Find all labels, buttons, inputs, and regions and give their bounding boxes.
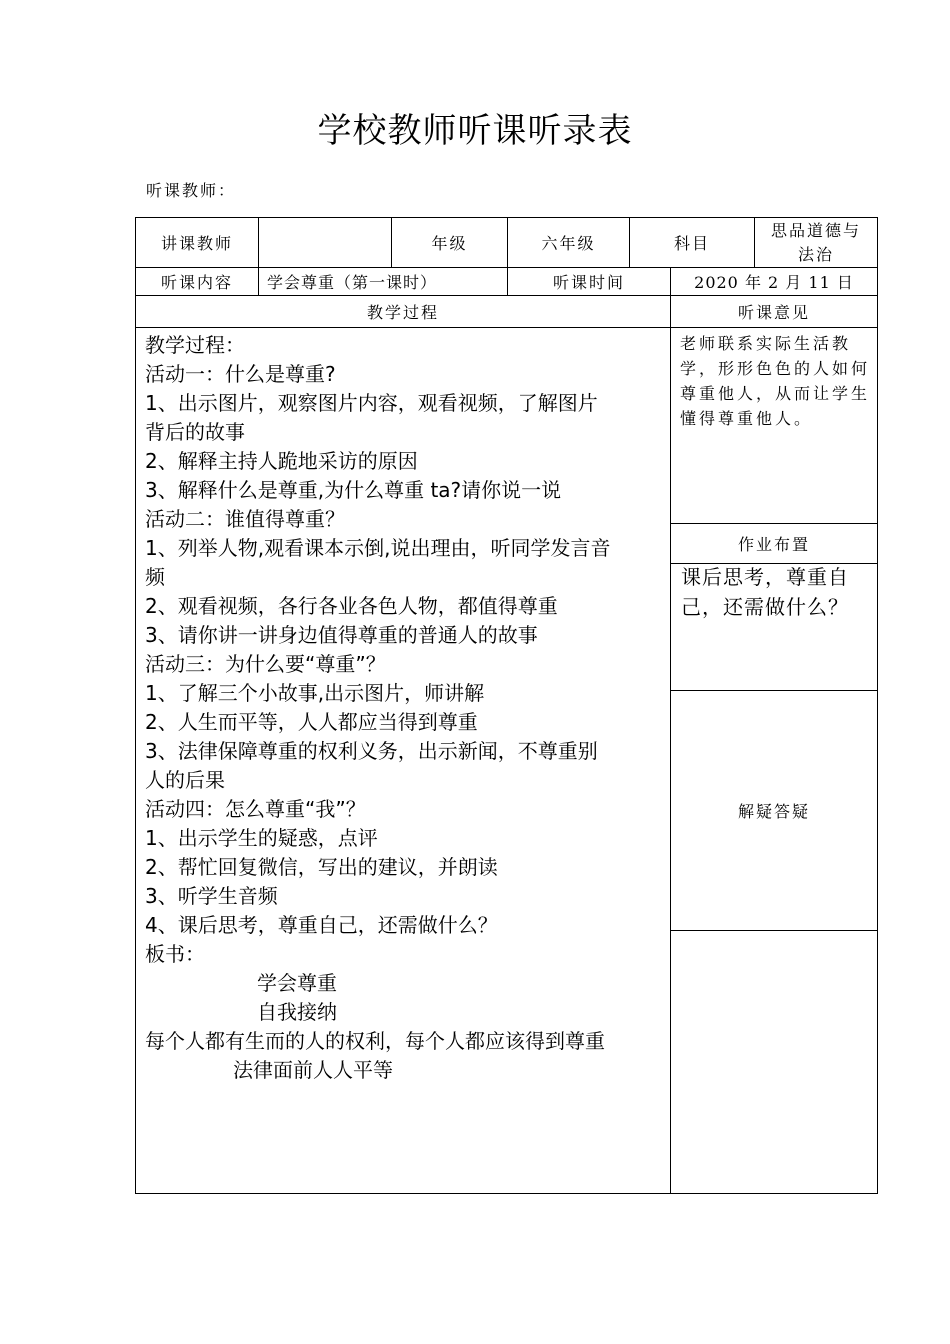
process-line: 2、解释主持人跪地采访的原因 — [145, 449, 418, 473]
process-line: 2、人生而平等，人人都应当得到尊重 — [145, 710, 478, 734]
subject-value-line2: 法治 — [797, 244, 834, 264]
subject-label: 科目 — [673, 234, 710, 253]
opinion-text: 老师联系实际生活教学，形形色色的人如何尊重他人，从而让学生懂得尊重他人。 — [680, 334, 871, 428]
process-line: 1、了解三个小故事,出示图片，师讲解 — [145, 681, 485, 705]
process-line: 2、帮忙回复微信，写出的建议，并朗读 — [145, 855, 498, 879]
lecturer-value — [259, 218, 391, 267]
grade-label: 年级 — [431, 234, 468, 253]
process-line: 活动四：怎么尊重“我”？ — [145, 797, 366, 821]
process-line: 活动三：为什么要“尊重”？ — [145, 652, 386, 676]
listening-teacher-label: 听课教师： — [146, 181, 237, 200]
homework-text: 课后思考，尊重自己，还需做什么？ — [681, 565, 849, 619]
qa-header: 解疑答疑 — [737, 802, 810, 821]
board-line: 每个人都有生而的人的权利，每个人都应该得到尊重 — [145, 1029, 605, 1053]
opinion-header: 听课意见 — [737, 303, 810, 322]
time-label: 听课时间 — [552, 273, 625, 292]
process-line: 活动一：什么是尊重? — [145, 362, 336, 386]
subject-value — [755, 218, 877, 267]
board-line: 法律面前人人平等 — [233, 1058, 393, 1082]
process-line: 3、法律保障尊重的权利义务，出示新闻，不尊重别 — [145, 739, 598, 763]
process-line: 1、出示学生的疑惑，点评 — [145, 826, 378, 850]
process-line: 4、课后思考，尊重自己，还需做什么？ — [145, 913, 498, 937]
process-line: 教学过程： — [145, 333, 245, 357]
process-line: 背后的故事 — [145, 420, 245, 444]
teaching-process — [145, 331, 667, 1085]
process-line: 频 — [145, 565, 165, 589]
process-line: 3、听学生音频 — [145, 884, 278, 908]
process-line: 3、解释什么是尊重,为什么尊重 ta?请你说一说 — [145, 478, 562, 502]
lecturer-label: 讲课教师 — [160, 234, 233, 253]
process-header: 教学过程 — [366, 303, 439, 322]
subject-value-line1: 思品道德与 — [770, 220, 861, 240]
grade-value: 六年级 — [541, 234, 596, 253]
page-title: 学校教师听课听录表 — [317, 111, 633, 151]
process-line: 人的后果 — [145, 768, 225, 792]
process-line: 3、请你讲一讲身边值得尊重的普通人的故事 — [145, 623, 538, 647]
process-line: 板书： — [145, 942, 205, 966]
content-value: 学会尊重（第一课时） — [267, 273, 438, 292]
process-line: 1、出示图片，观察图片内容，观看视频，了解图片 — [145, 391, 598, 415]
process-line: 活动二：谁值得尊重？ — [145, 507, 345, 531]
content-label: 听课内容 — [160, 273, 233, 292]
board-line: 学会尊重 — [257, 971, 337, 995]
process-line: 2、观看视频，各行各业各色人物，都值得尊重 — [145, 594, 558, 618]
time-value: 2020 年 2 月 11 日 — [694, 273, 854, 292]
board-line: 自我接纳 — [257, 1000, 337, 1024]
homework-header: 作业布置 — [737, 535, 810, 554]
process-line: 1、列举人物,观看课本示倒,说出理由，听同学发言音 — [145, 536, 611, 560]
